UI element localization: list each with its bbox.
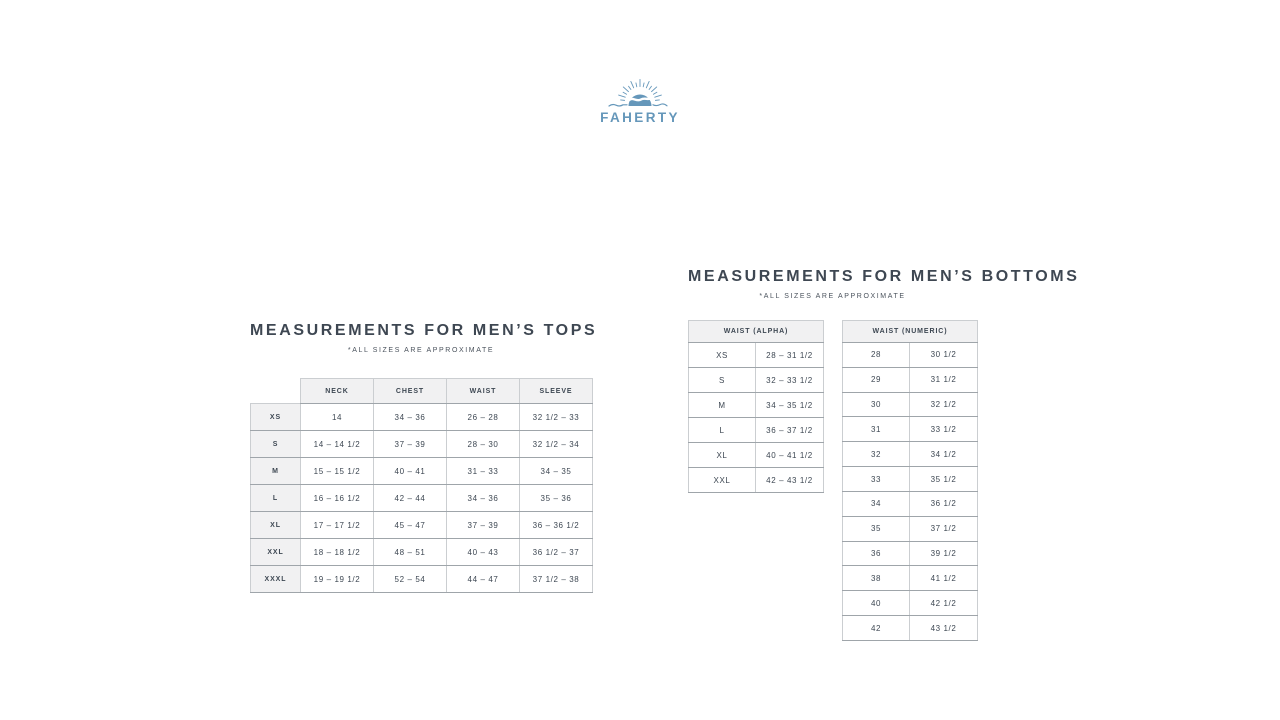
value-cell: 48 – 51 <box>374 539 447 566</box>
table-row <box>689 343 824 368</box>
size-cell: L <box>251 485 301 512</box>
tops-title: MEASUREMENTS FOR MEN’S TOPS <box>250 322 598 339</box>
faherty-logo <box>598 72 682 126</box>
table-row <box>251 458 593 485</box>
table-row <box>689 468 824 493</box>
value-cell: 31 1/2 <box>910 367 978 392</box>
table-row <box>843 417 978 442</box>
table-row <box>843 516 978 541</box>
size-cell: S <box>251 431 301 458</box>
size-cell: 33 <box>843 467 910 492</box>
size-cell: XL <box>251 512 301 539</box>
size-cell: XS <box>689 343 756 368</box>
size-cell: 30 <box>843 392 910 417</box>
column-header-waist: WAIST <box>447 379 520 404</box>
table-row <box>251 512 593 539</box>
value-cell: 37 – 39 <box>374 431 447 458</box>
value-cell: 42 1/2 <box>910 591 978 616</box>
table-row <box>843 541 978 566</box>
value-cell: 36 1/2 – 37 <box>520 539 593 566</box>
table-row <box>843 392 978 417</box>
size-cell: XL <box>689 443 756 468</box>
value-cell: 35 1/2 <box>910 467 978 492</box>
bottoms-section-header <box>688 268 1080 300</box>
numeric-header-row <box>843 321 978 343</box>
value-cell: 39 1/2 <box>910 541 978 566</box>
waist-alpha-table <box>688 320 824 493</box>
value-cell: 41 1/2 <box>910 566 978 591</box>
waist-alpha-header: WAIST (ALPHA) <box>689 321 824 343</box>
size-cell: 42 <box>843 616 910 641</box>
table-row <box>689 443 824 468</box>
value-cell: 34 – 35 <box>520 458 593 485</box>
value-cell: 28 – 31 1/2 <box>756 343 824 368</box>
value-cell: 32 1/2 <box>910 392 978 417</box>
value-cell: 15 – 15 1/2 <box>301 458 374 485</box>
value-cell: 43 1/2 <box>910 616 978 641</box>
value-cell: 16 – 16 1/2 <box>301 485 374 512</box>
tops-subtitle: *ALL SIZES ARE APPROXIMATE <box>347 347 495 354</box>
column-header-chest: CHEST <box>374 379 447 404</box>
waist-numeric-header: WAIST (NUMERIC) <box>843 321 978 343</box>
value-cell: 34 – 36 <box>447 485 520 512</box>
table-row <box>843 616 978 641</box>
tops-header-row <box>251 379 593 404</box>
table-row <box>843 591 978 616</box>
value-cell: 32 1/2 – 34 <box>520 431 593 458</box>
size-cell: 38 <box>843 566 910 591</box>
table-row <box>843 566 978 591</box>
table-row <box>843 467 978 492</box>
waist-numeric-table <box>842 320 978 641</box>
value-cell: 17 – 17 1/2 <box>301 512 374 539</box>
table-row <box>843 343 978 368</box>
value-cell: 34 – 36 <box>374 404 447 431</box>
size-cell: S <box>689 368 756 393</box>
value-cell: 35 – 36 <box>520 485 593 512</box>
size-cell: M <box>251 458 301 485</box>
table-row <box>251 485 593 512</box>
value-cell: 40 – 41 <box>374 458 447 485</box>
corner-cell <box>251 379 301 404</box>
size-cell: 34 <box>843 491 910 516</box>
alpha-header-row <box>689 321 824 343</box>
size-cell: XXL <box>251 539 301 566</box>
value-cell: 36 – 37 1/2 <box>756 418 824 443</box>
size-cell: 28 <box>843 343 910 368</box>
value-cell: 32 1/2 – 33 <box>520 404 593 431</box>
bottoms-title: MEASUREMENTS FOR MEN’S BOTTOMS <box>688 268 1080 285</box>
size-cell: 40 <box>843 591 910 616</box>
size-cell: XXL <box>689 468 756 493</box>
table-row <box>251 566 593 593</box>
table-row <box>251 539 593 566</box>
size-cell: XXXL <box>251 566 301 593</box>
value-cell: 37 – 39 <box>447 512 520 539</box>
value-cell: 45 – 47 <box>374 512 447 539</box>
table-row <box>251 404 593 431</box>
value-cell: 36 – 36 1/2 <box>520 512 593 539</box>
value-cell: 34 – 35 1/2 <box>756 393 824 418</box>
table-row <box>843 367 978 392</box>
value-cell: 40 – 41 1/2 <box>756 443 824 468</box>
value-cell: 19 – 19 1/2 <box>301 566 374 593</box>
brand-wordmark: FAHERTY <box>600 110 680 125</box>
value-cell: 37 1/2 <box>910 516 978 541</box>
value-cell: 42 – 43 1/2 <box>756 468 824 493</box>
sun-wave-icon <box>598 72 682 126</box>
value-cell: 18 – 18 1/2 <box>301 539 374 566</box>
column-header-neck: NECK <box>301 379 374 404</box>
tops-size-table <box>250 378 593 593</box>
table-row <box>251 431 593 458</box>
value-cell: 28 – 30 <box>447 431 520 458</box>
size-cell: 36 <box>843 541 910 566</box>
value-cell: 14 <box>301 404 374 431</box>
value-cell: 26 – 28 <box>447 404 520 431</box>
value-cell: 34 1/2 <box>910 442 978 467</box>
table-row <box>689 418 824 443</box>
table-row <box>689 393 824 418</box>
value-cell: 40 – 43 <box>447 539 520 566</box>
bottoms-subtitle: *ALL SIZES ARE APPROXIMATE <box>759 293 906 300</box>
size-cell: L <box>689 418 756 443</box>
value-cell: 42 – 44 <box>374 485 447 512</box>
size-cell: M <box>689 393 756 418</box>
value-cell: 33 1/2 <box>910 417 978 442</box>
size-cell: XS <box>251 404 301 431</box>
table-row <box>689 368 824 393</box>
value-cell: 36 1/2 <box>910 491 978 516</box>
value-cell: 44 – 47 <box>447 566 520 593</box>
value-cell: 31 – 33 <box>447 458 520 485</box>
value-cell: 14 – 14 1/2 <box>301 431 374 458</box>
size-cell: 31 <box>843 417 910 442</box>
value-cell: 32 – 33 1/2 <box>756 368 824 393</box>
size-cell: 29 <box>843 367 910 392</box>
value-cell: 30 1/2 <box>910 343 978 368</box>
tops-section-header <box>250 322 598 354</box>
size-cell: 32 <box>843 442 910 467</box>
column-header-sleeve: SLEEVE <box>520 379 593 404</box>
size-cell: 35 <box>843 516 910 541</box>
table-row <box>843 491 978 516</box>
value-cell: 52 – 54 <box>374 566 447 593</box>
value-cell: 37 1/2 – 38 <box>520 566 593 593</box>
table-row <box>843 442 978 467</box>
